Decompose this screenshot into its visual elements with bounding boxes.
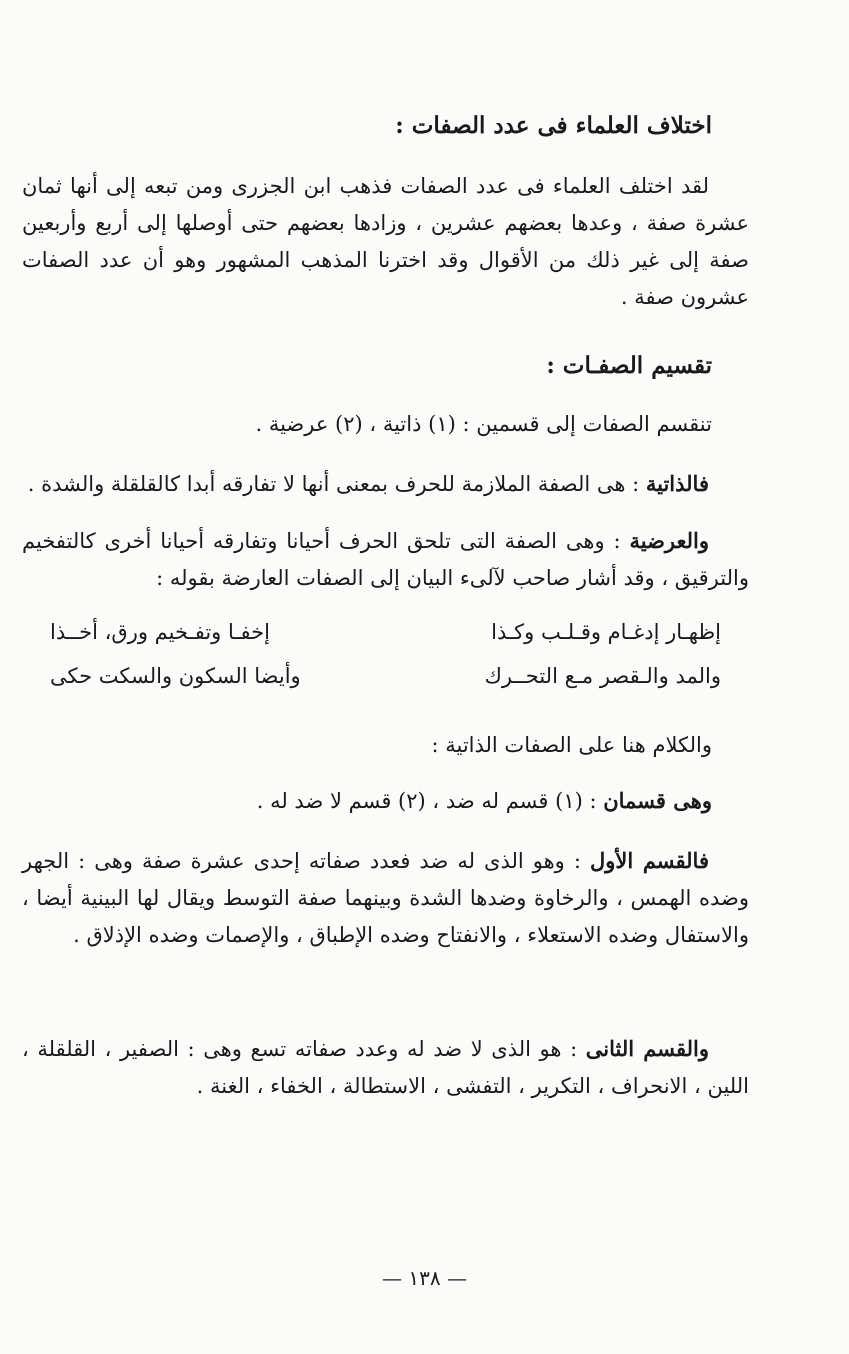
verse-second-hemistich: إخفـا وتفـخيم ورق، أخــذا: [50, 620, 270, 644]
intrinsic-definition: : هى الصفة الملازمة للحرف بمعنى أنها لا تفارقه أبدا كالقلقلة والشدة .: [27, 472, 646, 496]
paragraph-intrinsic: [22, 465, 749, 503]
paragraph-accidental: [22, 522, 749, 597]
poem-verse: [50, 620, 721, 656]
accidental-definition: : وهى الصفة التى تلحق الحرف أحيانا وتفارقه أحيانا أخرى كالتفخيم والترقيق ، وقد أشار صاحب لآلىء البيان إلى الصفات العارضة بقوله :: [22, 529, 749, 590]
two-kinds-text: : (١) قسم له ضد ، (٢) قسم لا ضد له .: [256, 789, 604, 813]
second-kind-text: : هو الذى لا ضد له وعدد صفاته تسع وهى : الصفير ، القلقلة ، اللين ، الانحراف ، التكرير ، التفشى ، الاستطالة ، الخفاء ، الغنة .: [22, 1037, 749, 1098]
intro-intrinsic: والكلام هنا على الصفات الذاتية :: [431, 733, 712, 757]
verse-second-hemistich: وأيضا السكون والسكت حكى: [50, 664, 301, 688]
two-kinds-line: [257, 788, 712, 813]
term-accidental: والعرضية: [629, 528, 709, 553]
term-second-kind: والقسم الثانى: [585, 1036, 709, 1061]
verse-first-hemistich: إظهـار إدغـام وقـلـب وكـذا: [491, 620, 721, 644]
first-kind-text: : وهو الذى له ضد فعدد صفاته إحدى عشرة صفة وهى : الجهر وضده الهمس ، والرخاوة وضدها الشدة وبينهما صفة التوسط ويقال لها البينية أيضا ، والاستفال وضده الاستعلاء ، والانفتاح وضده الإطباق ، والإصمات وضده الإذلاق .: [22, 849, 749, 947]
term-two-kinds: وهى قسمان: [603, 788, 712, 813]
poem-verse: [50, 664, 721, 700]
verse-first-hemistich: والمد والـقصر مـع التحــرك: [484, 664, 721, 688]
page-number: — ١٣٨ —: [382, 1266, 467, 1290]
term-intrinsic: فالذاتية: [645, 471, 709, 496]
section-heading-disagreement: اختلاف العلماء فى عدد الصفات :: [395, 112, 712, 139]
paragraph-disagreement: لقد اختلف العلماء فى عدد الصفات فذهب ابن الجزرى ومن تبعه إلى أنها ثمان عشرة صفة ، وعدها بعضهم عشرين ، وزادها بعضهم حتى أوصلها إلى أربع وأربعين صفة إلى غير ذلك من الأقوال وقد اخترنا المذهب المشهور وهو أن عدد الصفات عشرون صفة .: [22, 174, 749, 309]
paragraph-second-kind: [22, 1030, 749, 1105]
division-line: تنقسم الصفات إلى قسمين : (١) ذاتية ، (٢) عرضية .: [255, 412, 712, 436]
term-first-kind: فالقسم الأول: [589, 848, 709, 873]
paragraph-first-kind: [22, 842, 749, 954]
section-heading-division: تقسيم الصفـات :: [546, 352, 712, 379]
